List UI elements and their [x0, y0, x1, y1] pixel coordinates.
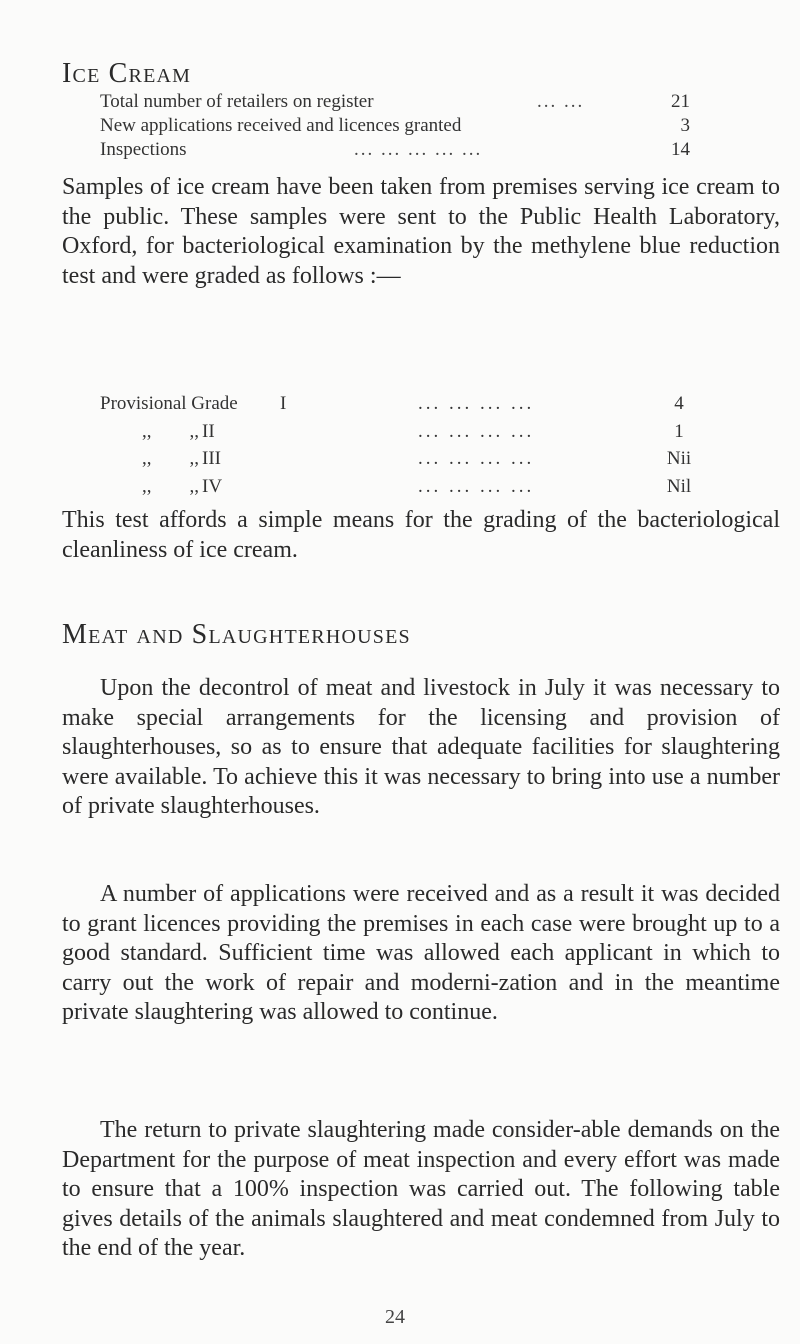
- grade-prefix: ,, ,,: [142, 448, 199, 469]
- leader-dots: ... ...: [537, 91, 585, 112]
- stats-value: 3: [680, 115, 690, 136]
- stats-row: [100, 138, 700, 162]
- grade-value: 4: [674, 393, 684, 414]
- grade-row: [100, 445, 710, 473]
- paragraph-return: The return to private slaughtering made consider-able demands on the Department for the purpose of meat inspection and every effort was made to ensure that a 100% inspection was carried out. The following table gives details of the animals slaughtered and meat condemned from July to the end of the year.: [62, 1117, 780, 1261]
- section-heading-ice-cream: Ice Cream: [62, 58, 192, 89]
- grade-prefix: ,, ,,: [142, 420, 199, 442]
- grade-row: [100, 418, 710, 446]
- paragraph-decontrol: Upon the decontrol of meat and livestock in July it was necessary to make special arrangements for the licensing and provision of slaughterhouses, so as to ensure that adequate facilities for slaughtering were available. To achieve this it was necessary to bring into use a number of private slaughterhouses.: [62, 675, 780, 819]
- stats-value: 14: [671, 139, 690, 160]
- grade-numeral: IV: [202, 475, 223, 497]
- page-number: 24: [385, 1306, 405, 1328]
- stats-row: [100, 114, 700, 138]
- ice-cream-stats-table: [100, 90, 700, 162]
- leader-dots: ... ... ... ...: [418, 393, 535, 414]
- grade-table: [100, 390, 710, 500]
- grade-value: Nil: [666, 475, 692, 497]
- leader-dots: ... ... ... ...: [418, 448, 535, 469]
- section-heading-meat: Meat and Slaughterhouses: [62, 619, 411, 650]
- leader-dots: ... ... ... ...: [418, 475, 535, 497]
- grade-row: [100, 473, 710, 501]
- grade-prefix: Provisional Grade: [100, 393, 238, 414]
- grade-numeral: II: [202, 420, 215, 442]
- stats-row: [100, 90, 700, 114]
- paragraph-test: This test affords a simple means for the grading of the bacteriological cleanliness of ice cream.: [62, 507, 780, 563]
- grade-value: 1: [674, 420, 684, 442]
- stats-label: Inspections: [100, 139, 187, 160]
- grade-numeral: I: [280, 393, 287, 414]
- stats-value: 21: [671, 91, 690, 112]
- grade-value: Nii: [666, 448, 692, 469]
- paragraph-samples: Samples of ice cream have been taken from premises serving ice cream to the public. These samples were sent to the Public Health Laboratory, Oxford, for bacteriological examination by the methylene blue reduction test and were graded as follows :—: [62, 174, 780, 289]
- grade-numeral: III: [202, 448, 221, 469]
- grade-prefix: ,, ,,: [142, 475, 199, 497]
- stats-label: Total number of retailers on register: [100, 91, 374, 112]
- leader-dots: ... ... ... ...: [418, 420, 535, 442]
- grade-row: [100, 390, 710, 418]
- paragraph-applications: A number of applications were received and as a result it was decided to grant licences providing the premises in each case were brought up to a good standard. Sufficient time was allowed each applicant in which to carry out the work of repair and moderni-zation and in the meantime private slaughtering was allowed to continue.: [62, 881, 780, 1025]
- stats-label: New applications received and licences granted: [100, 115, 462, 136]
- leader-dots: ... ... ... ... ...: [354, 139, 483, 160]
